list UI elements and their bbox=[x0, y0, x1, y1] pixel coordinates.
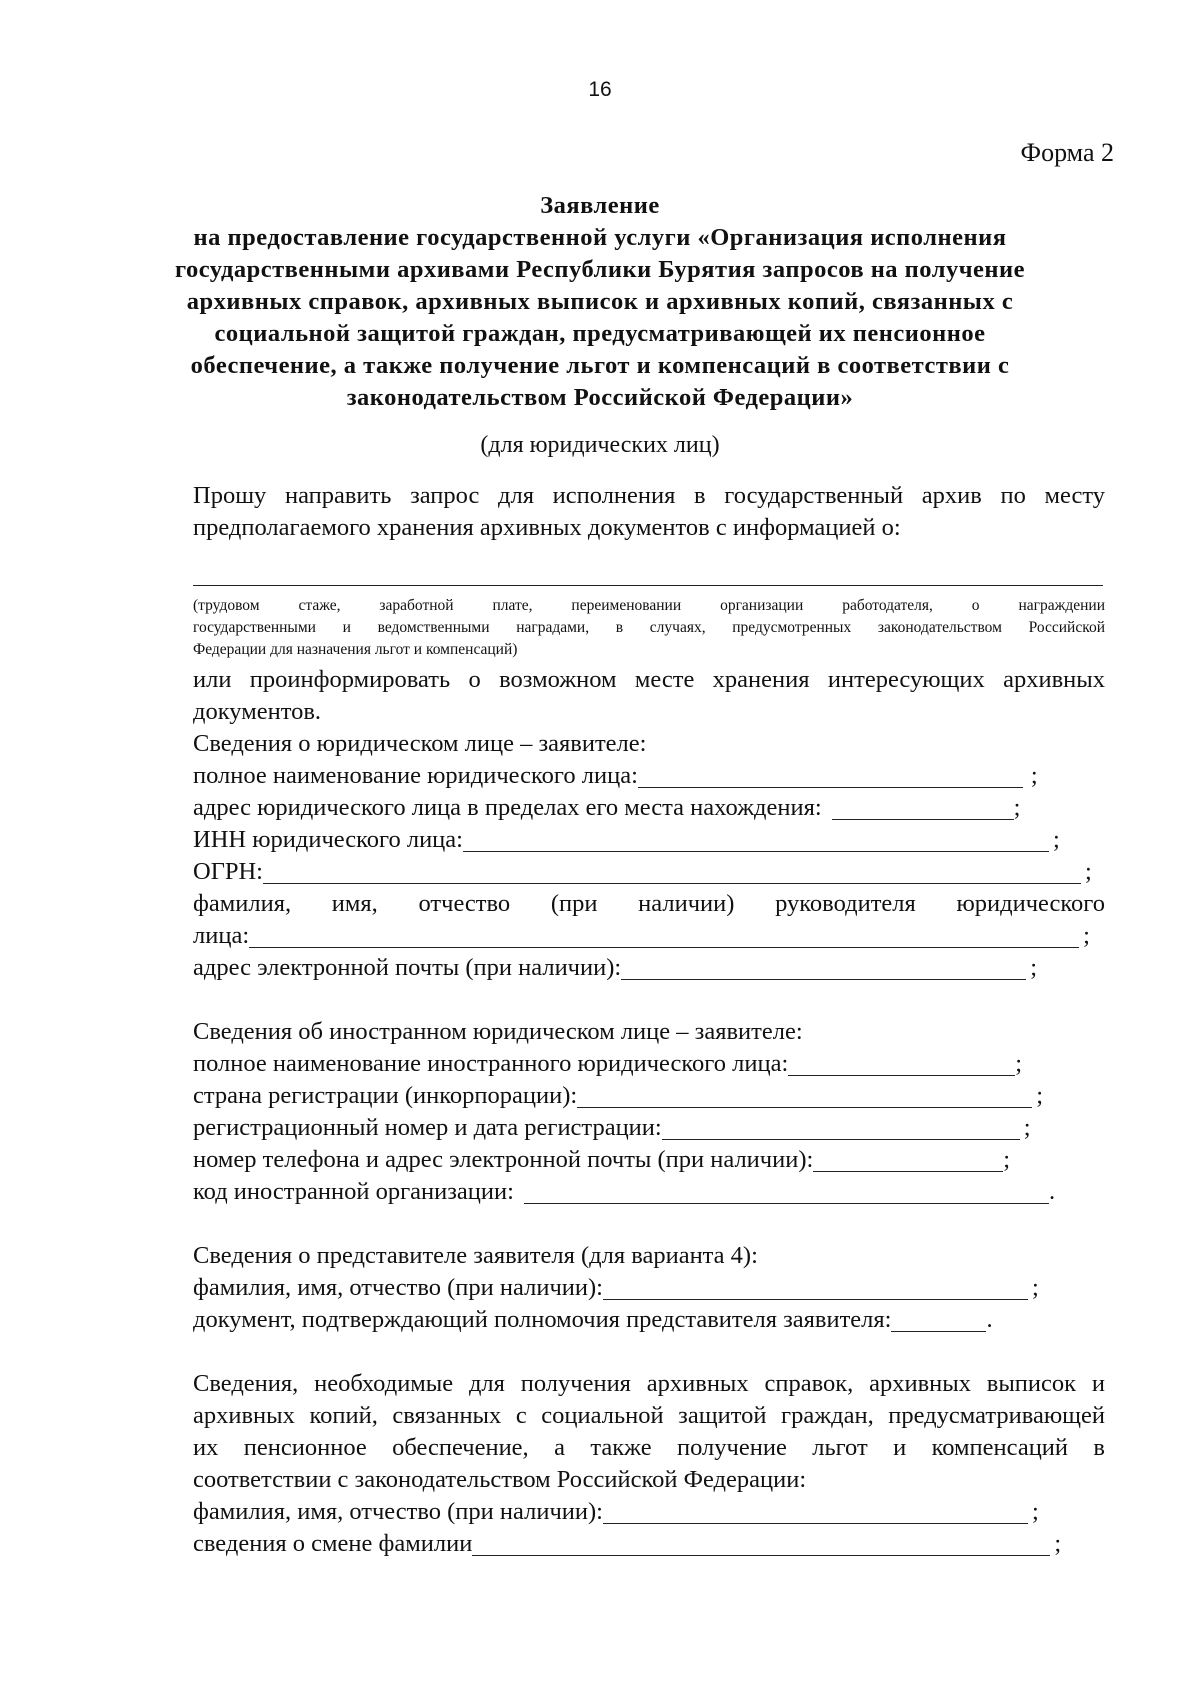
field-end: ; bbox=[1031, 1498, 1039, 1525]
required-line: Сведения, необходимые для получения архивных справок, архивных выписок и bbox=[193, 1370, 1105, 1397]
field-blank[interactable] bbox=[621, 955, 1026, 980]
field-label: код иностранной организации: bbox=[193, 1178, 514, 1205]
legal-address-field[interactable] bbox=[193, 792, 1105, 824]
title-line: социальной защитой граждан, предусматривающей их пенсионное bbox=[214, 320, 986, 347]
inform-line: документов. bbox=[193, 698, 322, 725]
required-info-paragraph bbox=[193, 1368, 1105, 1496]
foreign-phone-email-field[interactable] bbox=[193, 1144, 1105, 1176]
foreign-entity-heading: Сведения об иностранном юридическом лице – заявителе: bbox=[193, 1018, 803, 1045]
legal-email-field[interactable] bbox=[193, 952, 1105, 984]
field-blank[interactable] bbox=[813, 1147, 1003, 1172]
field-blank[interactable] bbox=[263, 859, 1081, 884]
title-line: архивных справок, архивных выписок и архивных копий, связанных с bbox=[186, 288, 1014, 315]
title-line: государственными архивами Республики Бурятия запросов на получение bbox=[174, 256, 1026, 283]
field-label: полное наименование иностранного юридического лица: bbox=[193, 1050, 789, 1077]
field-end: . bbox=[1048, 1178, 1056, 1205]
field-label: адрес электронной почты (при наличии): bbox=[193, 954, 622, 981]
info-hint bbox=[193, 595, 1105, 661]
inform-paragraph bbox=[193, 664, 1105, 728]
field-label: лица: bbox=[193, 922, 250, 949]
title-line: на предоставление государственной услуги «Организация исполнения bbox=[193, 224, 1007, 251]
hint-line: (трудовом стаже, заработной плате, переименовании организации работодателя, о награждении bbox=[193, 597, 1105, 614]
field-end: ; bbox=[1030, 954, 1038, 981]
field-end: ; bbox=[1083, 922, 1090, 949]
info-blank-line[interactable] bbox=[193, 585, 1103, 586]
title-line: обеспечение, а также получение льгот и компенсаций в соответствии с bbox=[190, 352, 1010, 379]
field-end: ; bbox=[1031, 1274, 1039, 1301]
required-line: архивных копий, связанных с социальной защитой граждан, предусматривающей bbox=[193, 1402, 1105, 1429]
field-end: ; bbox=[1036, 1082, 1044, 1109]
field-end: ; bbox=[1030, 762, 1038, 789]
field-end: ; bbox=[1003, 1146, 1011, 1173]
foreign-full-name-field[interactable] bbox=[193, 1048, 1105, 1080]
legal-head-name-field[interactable] bbox=[193, 920, 1105, 952]
field-blank[interactable] bbox=[788, 1051, 1015, 1076]
subtitle: (для юридических лиц) bbox=[480, 432, 720, 458]
request-line: предполагаемого хранения архивных документов с информацией о: bbox=[193, 514, 901, 541]
field-label: фамилия, имя, отчество (при наличии): bbox=[193, 1498, 603, 1525]
field-label: страна регистрации (инкорпорации): bbox=[193, 1082, 578, 1109]
field-label: ОГРН: bbox=[193, 858, 263, 885]
field-end: ; bbox=[1052, 826, 1060, 853]
title-heading: Заявление bbox=[540, 192, 660, 219]
field-label: регистрационный номер и дата регистрации: bbox=[193, 1114, 662, 1141]
request-paragraph bbox=[193, 480, 1105, 544]
foreign-country-field[interactable] bbox=[193, 1080, 1105, 1112]
field-blank[interactable] bbox=[463, 827, 1049, 852]
legal-full-name-field[interactable] bbox=[193, 760, 1105, 792]
field-blank[interactable] bbox=[524, 1179, 1049, 1204]
required-line: их пенсионное обеспечение, а также получение льгот и компенсаций в bbox=[193, 1434, 1105, 1461]
field-blank[interactable] bbox=[832, 795, 1014, 820]
field-blank[interactable] bbox=[662, 1115, 1020, 1140]
field-end: . bbox=[986, 1306, 993, 1333]
field-end: ; bbox=[1023, 1114, 1031, 1141]
field-end: ; bbox=[1013, 794, 1021, 821]
field-label: документ, подтверждающий полномочия представителя заявителя: bbox=[193, 1306, 892, 1333]
inform-line: или проинформировать о возможном месте хранения интересующих архивных bbox=[193, 666, 1105, 693]
field-blank[interactable] bbox=[472, 1531, 1050, 1556]
field-blank[interactable] bbox=[603, 1499, 1028, 1524]
field-blank[interactable] bbox=[603, 1275, 1028, 1300]
field-label: полное наименование юридического лица: bbox=[193, 762, 638, 789]
field-label: фамилия, имя, отчество (при наличии) руководителя юридического bbox=[193, 890, 1105, 917]
field-blank[interactable] bbox=[638, 763, 1023, 788]
field-label: ИНН юридического лица: bbox=[193, 826, 463, 853]
legal-entity-heading: Сведения о юридическом лице – заявителе: bbox=[193, 730, 647, 757]
field-blank[interactable] bbox=[577, 1083, 1032, 1108]
representative-document-field[interactable] bbox=[193, 1304, 1105, 1336]
document-title bbox=[160, 190, 1040, 414]
form-label: Форма 2 bbox=[1020, 138, 1114, 167]
field-end: ; bbox=[1084, 858, 1092, 885]
legal-head-name-label bbox=[193, 888, 1105, 920]
required-name-field[interactable] bbox=[193, 1496, 1105, 1528]
surname-change-field[interactable] bbox=[193, 1528, 1105, 1560]
representative-heading: Сведения о представителе заявителя (для варианта 4): bbox=[193, 1242, 758, 1269]
legal-inn-field[interactable] bbox=[193, 824, 1105, 856]
field-end: ; bbox=[1015, 1050, 1023, 1077]
foreign-org-code-field[interactable] bbox=[193, 1176, 1105, 1208]
hint-line: Федерации для назначения льгот и компенсаций) bbox=[193, 641, 518, 658]
request-line: Прошу направить запрос для исполнения в государственный архив по месту bbox=[193, 482, 1105, 509]
representative-name-field[interactable] bbox=[193, 1272, 1105, 1304]
field-label: адрес юридического лица в пределах его места нахождения: bbox=[193, 794, 822, 821]
field-blank[interactable] bbox=[891, 1307, 986, 1332]
foreign-reg-number-field[interactable] bbox=[193, 1112, 1105, 1144]
field-label: фамилия, имя, отчество (при наличии): bbox=[193, 1274, 603, 1301]
field-blank[interactable] bbox=[249, 923, 1079, 948]
field-label: номер телефона и адрес электронной почты (при наличии): bbox=[193, 1146, 814, 1173]
legal-ogrn-field[interactable] bbox=[193, 856, 1105, 888]
field-end: ; bbox=[1054, 1530, 1062, 1557]
page-number: 16 bbox=[588, 78, 612, 101]
title-line: законодательством Российской Федерации» bbox=[346, 384, 854, 411]
required-line: соответствии с законодательством Российской Федерации: bbox=[193, 1466, 807, 1493]
hint-line: государственными и ведомственными наградами, в случаях, предусмотренных законодательством Российской bbox=[193, 619, 1105, 636]
field-label: сведения о смене фамилии bbox=[193, 1530, 473, 1557]
